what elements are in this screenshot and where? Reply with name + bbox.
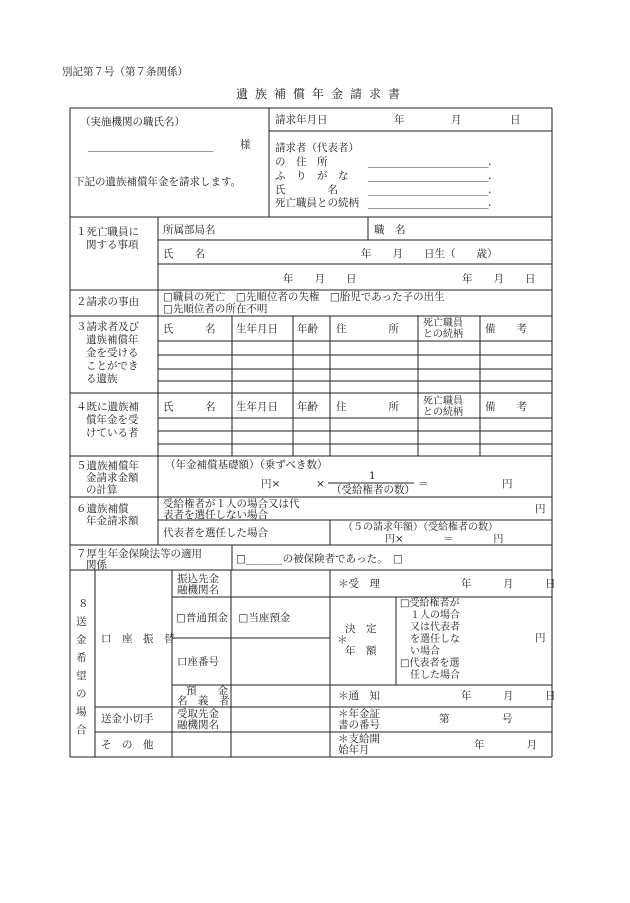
- fraction-numerator: 1: [369, 470, 376, 482]
- other-label: そ の 他: [101, 739, 154, 751]
- start-label-1: ＊支給開: [338, 733, 380, 745]
- sec8-label-7: 合: [76, 724, 87, 736]
- sec3-label-2: 遺族補償年: [86, 334, 139, 346]
- col-relation-2a: 死亡職員: [423, 396, 463, 407]
- bank-name-2: 融機関名: [177, 584, 219, 596]
- bank-name-1: 振込先金: [177, 573, 219, 585]
- opt-a-3: 又は代表者: [410, 622, 460, 633]
- sec5-label-2: 金請求金額: [86, 472, 139, 484]
- recv-bank-1: 受取先金: [177, 708, 219, 720]
- honorific: 様: [240, 139, 251, 151]
- request-date-label: 請求年月日: [275, 114, 328, 126]
- col-relation-2b: との続柄: [423, 407, 463, 418]
- sec4-label-2: 償年金を受: [86, 414, 139, 426]
- relation-label: 死亡職員との続柄: [275, 197, 359, 209]
- opt-a-1[interactable]: □受給権者が: [400, 598, 460, 609]
- decided-asterisk: ＊: [337, 634, 348, 646]
- col-address-2: 住 所: [336, 401, 399, 413]
- dept-label: 所属部局名: [163, 224, 216, 236]
- address-blank[interactable]: ________________________.: [368, 155, 491, 168]
- col-name-2: 氏 名: [163, 401, 216, 413]
- address-label: の 住 所: [275, 156, 328, 168]
- sec8-label-2: 金: [76, 634, 87, 646]
- receipt-label: ＊受 理: [338, 578, 380, 590]
- agency-blank[interactable]: _________________________: [88, 139, 213, 152]
- sec3-label-5: る遺族: [86, 373, 118, 385]
- sec8-label-3: 希: [76, 652, 87, 664]
- sec2-label: ２請求の事由: [76, 296, 139, 308]
- annual-label: 年 額: [345, 645, 377, 657]
- opt-a-4: を選任しな: [410, 634, 460, 645]
- sec6-label-1: ６遺族補償: [76, 503, 129, 515]
- opt-a-5: い場合: [410, 646, 440, 657]
- opt-b-2: 任した場合: [410, 670, 460, 681]
- sec8-label-6: 場: [76, 706, 87, 718]
- cert-label-2: 書の番号: [338, 719, 380, 731]
- post-label: 職 名: [374, 224, 406, 236]
- cert-label-1: ＊年金証: [338, 708, 380, 720]
- holder-label-1: 預 金: [186, 685, 228, 697]
- start-label-2: 始年月: [338, 744, 370, 756]
- fraction-denominator: （受給権者の数）: [331, 484, 415, 496]
- reason-options-2[interactable]: □先順位者の所在不明: [163, 303, 268, 315]
- sec3-label-1: ３請求者及び: [76, 321, 139, 333]
- request-month: 月: [451, 114, 462, 126]
- death-date-1: 年 月 日: [283, 273, 357, 285]
- sec1-label-2: 関する事項: [86, 239, 139, 251]
- reason-options-1[interactable]: □職員の死亡 □先順位者の失権 □胎児であった子の出生: [163, 291, 445, 303]
- start-ym: 年 月: [474, 739, 537, 751]
- agency-label: （実施機関の職氏名）: [80, 116, 185, 128]
- sec4-label-1: ４既に遺族補: [76, 401, 139, 413]
- sec3-label-3: 金を受ける: [86, 347, 139, 359]
- equals-sign: ＝: [418, 478, 429, 490]
- sec1-label-1: １死亡職員に: [76, 226, 139, 238]
- deceased-name-label: 氏 名: [163, 248, 205, 260]
- yen-times: 円×: [261, 478, 281, 490]
- sec8-label-4: 望: [76, 670, 87, 682]
- name-blank[interactable]: ________________________.: [368, 183, 491, 196]
- pension-insurance-text[interactable]: □_______の被保険者であった。 □: [236, 553, 403, 565]
- sec8-label-0: ８: [78, 598, 89, 610]
- page-title: 遺族補償年金請求書: [236, 87, 408, 101]
- death-date-2: 年 月 日: [462, 273, 536, 285]
- col-relation-2: との続柄: [423, 329, 463, 340]
- notice-label: ＊通 知: [338, 690, 380, 702]
- receipt-date: 年 月 日: [461, 578, 556, 590]
- case2-calc: 円× ＝ 円: [385, 534, 504, 545]
- account-number-label: 口座番号: [177, 656, 219, 668]
- col-age-2: 年齢: [297, 401, 318, 413]
- col-birth-2: 生年月日: [236, 401, 278, 413]
- claimant-name-label: 氏 名: [275, 184, 338, 196]
- form-reference: 別記第７号（第７条関係）: [62, 66, 188, 78]
- claimant-label: 請求者（代表者）: [275, 142, 359, 154]
- account-transfer-label: 口 座 振 替: [101, 633, 175, 645]
- basis-label: （年金補償基礎額）（乗ずべき数）: [165, 459, 328, 471]
- col-name: 氏 名: [163, 323, 216, 335]
- col-relation-1: 死亡職員: [423, 318, 463, 329]
- case1-line2: 表者を選任しない場合: [163, 509, 268, 521]
- relation-blank[interactable]: ________________________.: [368, 196, 491, 209]
- holder-label-2: 名 義 者: [177, 695, 230, 707]
- request-year: 年: [394, 114, 405, 126]
- sec7-label-1: ７厚生年金保険法等の適用: [76, 548, 202, 560]
- sec5-label-1: ５遺族補償年: [76, 460, 139, 472]
- furigana-blank[interactable]: ________________________.: [368, 169, 491, 182]
- case2-label: 代表者を選任した場合: [163, 527, 268, 539]
- case1-line1: 受給権者が１人の場合又は代: [163, 498, 300, 510]
- sec8-label-1: 送: [76, 616, 87, 628]
- sec3-label-4: ことができ: [86, 360, 139, 372]
- deposit-type[interactable]: □普通預金 □当座預金: [176, 612, 291, 624]
- annual-yen: 円: [535, 632, 546, 644]
- request-day: 日: [510, 114, 521, 126]
- decided-label: 決 定: [345, 623, 377, 635]
- sec7-label-2: 関係: [86, 559, 107, 571]
- case2-sub: （５の請求年額）（受給権者の数）: [343, 522, 498, 533]
- sec6-label-2: 年金請求額: [86, 515, 139, 527]
- request-text: 下記の遺族補償年金を請求します。: [74, 176, 242, 188]
- birth-label: 年 月 日生（ 歳）: [361, 248, 498, 260]
- opt-a-2: １人の場合: [410, 610, 460, 621]
- col-note: 備 考: [485, 323, 527, 335]
- col-note-2: 備 考: [485, 401, 527, 413]
- sec4-label-3: けている者: [86, 427, 139, 439]
- col-birth: 生年月日: [236, 323, 278, 335]
- sec5-label-3: の計算: [86, 484, 118, 496]
- recv-bank-2: 融機関名: [177, 719, 219, 731]
- col-address: 住 所: [336, 323, 399, 335]
- times-sign: ×: [316, 478, 325, 490]
- sec6-yen: 円: [535, 503, 546, 515]
- col-age: 年齢: [297, 323, 318, 335]
- sec8-label-5: の: [76, 688, 87, 700]
- opt-b-1[interactable]: □代表者を選: [400, 658, 460, 669]
- cert-number: 第 号: [439, 713, 513, 725]
- notice-date: 年 月 日: [461, 690, 556, 702]
- remittance-check-label: 送金小切手: [101, 713, 154, 725]
- sec5-yen: 円: [502, 478, 513, 490]
- furigana-label: ふ り が な: [275, 170, 349, 182]
